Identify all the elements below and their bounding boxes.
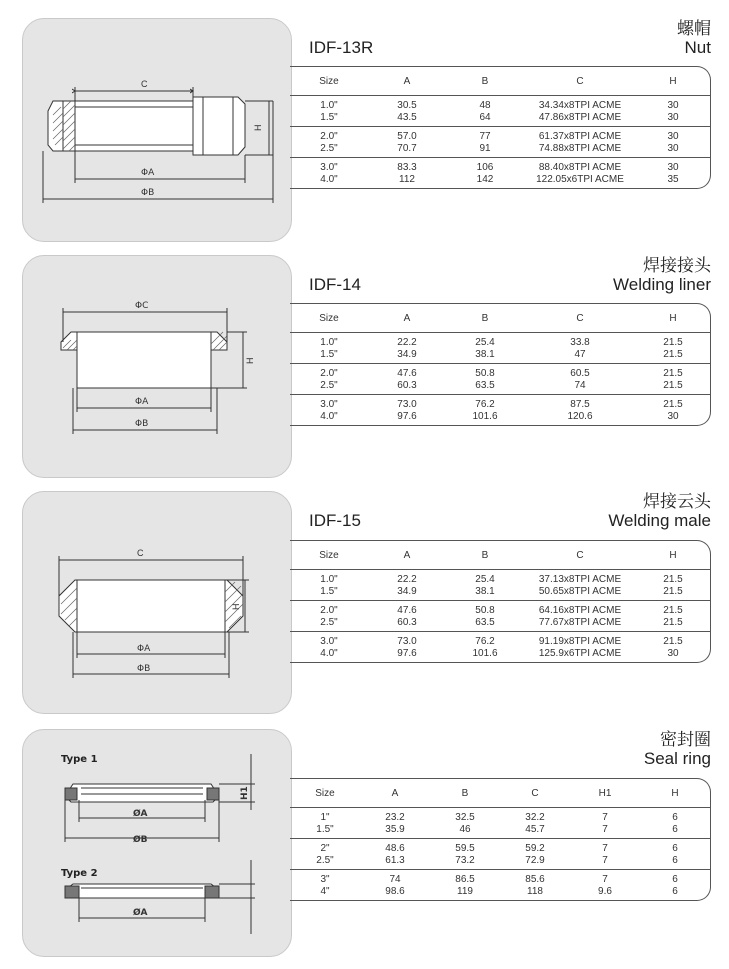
section-title-zh: 焊接云头 (643, 492, 711, 512)
table-cell: 47.6 (397, 367, 417, 379)
table-cell: 59.5 (455, 842, 475, 854)
table-cell: 21.5 (663, 586, 683, 598)
table-cell: 87.5 (570, 398, 590, 410)
table-cell: 97.6 (397, 411, 417, 423)
dim-label-a: ΦA (137, 644, 151, 654)
section-title-en: Welding male (608, 511, 711, 530)
table-cell: 1.5" (320, 349, 338, 361)
product-code: IDF-15 (309, 511, 361, 530)
row-group (290, 839, 710, 870)
table-cell: 101.6 (472, 648, 498, 660)
table-cell: 21.5 (663, 635, 683, 647)
table-cell: 72.9 (525, 855, 545, 867)
column-header: A (403, 549, 411, 561)
table-cell: 30 (667, 130, 679, 142)
table-cell: 30 (667, 143, 679, 155)
table-cell: 2" (320, 842, 330, 854)
table-cell: 70.7 (397, 143, 417, 155)
dim-label-b-type1: ØB (133, 835, 148, 845)
table-cell: 23.2 (385, 811, 405, 823)
seal-ring-drawing-panel (22, 729, 292, 957)
column-header: H1 (598, 787, 612, 799)
table-cell: 38.1 (475, 586, 495, 598)
table-cell: 47.6 (397, 604, 417, 616)
table-cell: 3.0" (320, 398, 338, 410)
table-cell: 106 (476, 161, 494, 173)
table-cell: 119 (457, 886, 473, 898)
table-cell: 35.9 (385, 824, 405, 836)
table-cell: 64 (479, 112, 491, 124)
column-header: C (576, 75, 584, 87)
table-cell: 74.88x8TPI ACME (538, 143, 622, 155)
table-row (290, 824, 710, 837)
dim-label-c: C (137, 548, 144, 558)
table-cell: 22.2 (397, 573, 417, 585)
table-cell: 21.5 (663, 336, 683, 348)
table-row (290, 886, 710, 899)
table-cell: 30 (667, 161, 679, 173)
table-cell: 21.5 (663, 380, 683, 392)
table-cell: 2.5" (320, 617, 338, 629)
column-header: Size (319, 312, 339, 324)
table-cell: 25.4 (475, 336, 495, 348)
column-header: C (576, 549, 584, 561)
table-cell: 91.19x8TPI ACME (538, 635, 622, 647)
table-cell: 25.4 (475, 573, 495, 585)
dim-label-a-type1: ØA (133, 809, 148, 819)
table-header (290, 779, 710, 808)
table-cell: 1.5" (320, 586, 338, 598)
column-header: H (669, 549, 677, 561)
column-header: Size (319, 549, 339, 561)
table-cell: 7 (602, 855, 608, 867)
column-header: H (671, 787, 679, 799)
table-cell: 2.0" (320, 604, 338, 616)
product-code: IDF-14 (309, 275, 361, 294)
dim-label-b: ΦB (141, 188, 155, 198)
table-cell: 1.5" (320, 112, 338, 124)
table-cell: 21.5 (663, 349, 683, 361)
column-header: H (669, 312, 677, 324)
table-cell: 7 (602, 842, 608, 854)
dim-label-h: H (245, 357, 255, 364)
table-cell: 2.5" (320, 143, 338, 155)
table-cell: 76.2 (475, 635, 495, 647)
table-cell: 7 (602, 824, 608, 836)
table-cell: 74 (574, 380, 586, 392)
table-cell: 7 (602, 873, 608, 885)
dim-label-a-type2: ØA (133, 908, 148, 918)
table-cell: 21.5 (663, 617, 683, 629)
table-cell: 4.0" (320, 648, 338, 660)
table-cell: 6 (672, 811, 678, 823)
table-cell: 122.05x6TPI ACME (536, 174, 624, 186)
table-cell: 33.8 (570, 336, 590, 348)
table-cell: 74 (389, 873, 401, 885)
table-cell: 46 (459, 824, 471, 836)
table-cell: 77 (479, 130, 491, 142)
table-cell: 7 (602, 811, 608, 823)
table-cell: 4.0" (320, 174, 338, 186)
dim-label-h1: H1 (240, 786, 250, 800)
table-cell: 34.34x8TPI ACME (538, 99, 622, 111)
table-cell: 73.2 (455, 855, 475, 867)
table-cell: 120.6 (567, 411, 593, 423)
section-title-zh: 密封圈 (660, 730, 711, 750)
table-cell: 30 (667, 648, 679, 660)
table-cell: 22.2 (397, 336, 417, 348)
table-cell: 38.1 (475, 349, 495, 361)
table-cell: 32.2 (525, 811, 545, 823)
column-header: C (531, 787, 539, 799)
section-title-en: Welding liner (613, 275, 711, 294)
table-cell: 32.5 (455, 811, 475, 823)
table-cell: 91 (479, 143, 491, 155)
dim-label-h: H (253, 124, 263, 131)
table-cell: 9.6 (598, 886, 612, 898)
table-cell: 4" (320, 886, 330, 898)
dim-label-a: ΦA (135, 397, 149, 407)
table-cell: 112 (399, 174, 415, 186)
dim-label-c: C (141, 79, 148, 89)
table-cell: 30 (667, 112, 679, 124)
section-title-en: Nut (684, 38, 711, 57)
section-title-zh: 焊接接头 (643, 256, 711, 276)
dim-label-a: ΦA (141, 168, 155, 178)
column-header: A (403, 312, 411, 324)
section-title-zh: 螺帽 (677, 19, 711, 39)
table-cell: 101.6 (472, 411, 498, 423)
table-cell: 50.8 (475, 367, 495, 379)
table-cell: 60.3 (397, 380, 417, 392)
table-row (290, 811, 710, 824)
table-cell: 45.7 (525, 824, 545, 836)
column-header: A (403, 75, 411, 87)
table-cell: 47 (574, 349, 586, 361)
table-cell: 86.5 (455, 873, 475, 885)
table-cell: 76.2 (475, 398, 495, 410)
table-cell: 83.3 (397, 161, 417, 173)
row-group (290, 870, 710, 900)
table-cell: 63.5 (475, 380, 495, 392)
dim-label-b: ΦB (137, 664, 151, 674)
column-header: H (669, 75, 677, 87)
table-cell: 6 (672, 824, 678, 836)
table-cell: 85.6 (525, 873, 545, 885)
table-cell: 50.65x8TPI ACME (538, 586, 622, 598)
column-header: A (391, 787, 399, 799)
table-cell: 50.8 (475, 604, 495, 616)
dim-label-c: ΦC (135, 301, 149, 311)
table-cell: 34.9 (397, 349, 417, 361)
table-cell: 30 (667, 411, 679, 423)
spec-table (290, 778, 711, 901)
section-title-en: Seal ring (643, 749, 711, 768)
table-cell: 2.5" (320, 380, 338, 392)
table-cell: 60.5 (570, 367, 590, 379)
column-header: B (481, 75, 489, 87)
table-cell: 97.6 (397, 648, 417, 660)
table-cell: 3.0" (320, 161, 338, 173)
table-cell: 88.40x8TPI ACME (538, 161, 622, 173)
table-cell: 1" (320, 811, 330, 823)
table-cell: 6 (672, 855, 678, 867)
table-cell: 6 (672, 873, 678, 885)
table-cell: 35 (667, 174, 679, 186)
table-cell: 21.5 (663, 573, 683, 585)
column-header: Size (319, 75, 339, 87)
table-cell: 61.3 (385, 855, 405, 867)
table-cell: 1.5" (316, 824, 334, 836)
table-cell: 63.5 (475, 617, 495, 629)
table-cell: 1.0" (320, 336, 338, 348)
type2-label: Type 2 (61, 868, 98, 879)
column-header: Size (315, 787, 335, 799)
table-cell: 4.0" (320, 411, 338, 423)
dim-label-b: ΦB (135, 419, 149, 429)
table-cell: 77.67x8TPI ACME (538, 617, 622, 629)
table-cell: 142 (476, 174, 494, 186)
table-cell: 34.9 (397, 586, 417, 598)
column-header: B (481, 549, 489, 561)
table-cell: 21.5 (663, 398, 683, 410)
table-cell: 1.0" (320, 573, 338, 585)
table-cell: 57.0 (397, 130, 417, 142)
table-row (290, 855, 710, 868)
table-cell: 47.86x8TPI ACME (538, 112, 622, 124)
table-row (290, 873, 710, 886)
table-cell: 2.0" (320, 367, 338, 379)
table-cell: 118 (527, 886, 543, 898)
table-cell: 6 (672, 886, 678, 898)
table-cell: 125.9x6TPI ACME (538, 648, 622, 660)
table-cell: 2.5" (316, 855, 334, 867)
seal-ring-drawing (23, 730, 291, 956)
table-row (290, 842, 710, 855)
table-cell: 64.16x8TPI ACME (538, 604, 622, 616)
table-cell: 73.0 (397, 635, 417, 647)
table-cell: 61.37x8TPI ACME (538, 130, 622, 142)
column-header: B (461, 787, 469, 799)
table-cell: 37.13x8TPI ACME (538, 573, 622, 585)
table-cell: 73.0 (397, 398, 417, 410)
dim-label-h: H (231, 603, 241, 610)
table-cell: 98.6 (385, 886, 405, 898)
table-cell: 21.5 (663, 604, 683, 616)
product-code: IDF-13R (309, 38, 374, 57)
type1-label: Type 1 (61, 754, 98, 765)
table-cell: 6 (672, 842, 678, 854)
table-cell: 3.0" (320, 635, 338, 647)
table-cell: 1.0" (320, 99, 338, 111)
table-cell: 2.0" (320, 130, 338, 142)
table-cell: 43.5 (397, 112, 417, 124)
row-group (290, 808, 710, 839)
table-cell: 30 (667, 99, 679, 111)
table-cell: 59.2 (525, 842, 545, 854)
table-cell: 3" (320, 873, 330, 885)
column-header: B (481, 312, 489, 324)
column-header: C (576, 312, 584, 324)
table-cell: 60.3 (397, 617, 417, 629)
table-cell: 30.5 (397, 99, 417, 111)
table-cell: 48.6 (385, 842, 405, 854)
table-cell: 21.5 (663, 367, 683, 379)
table-cell: 48 (479, 99, 491, 111)
